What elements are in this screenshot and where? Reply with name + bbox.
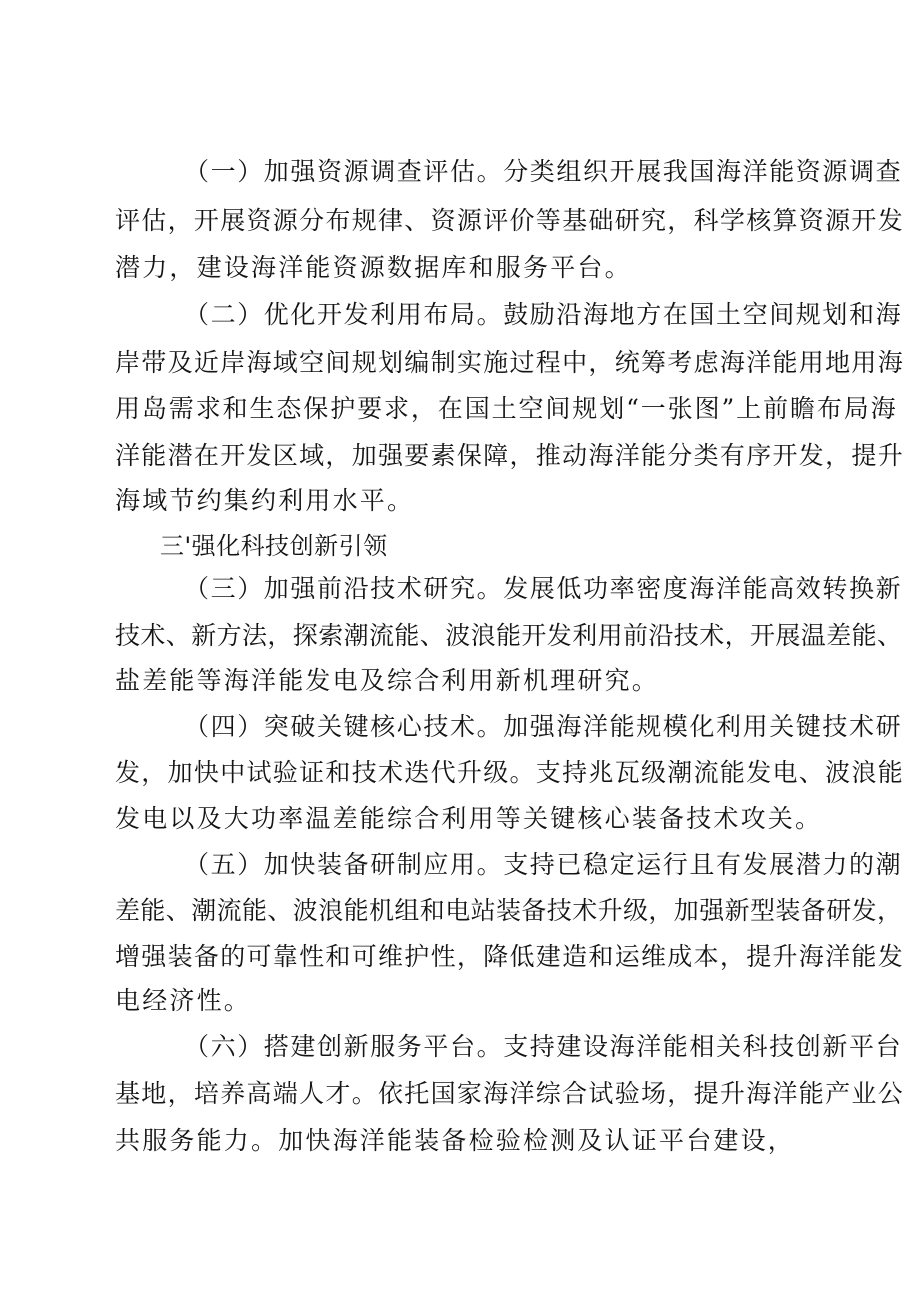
text-line: 洋能潜在开发区域，加强要素保障，推动海洋能分类有序开发，提升 <box>115 441 905 470</box>
text-line: （五）加快装备研制应用。支持已稳定运行且有发展潜力的潮 <box>184 850 903 879</box>
text-line: 发电以及大功率温差能综合利用等关键核心装备技术攻关。 <box>115 804 823 833</box>
text-line: 技术、新方法，探索潮流能、波浪能开发利用前沿技术，开展温差能、 <box>115 621 903 650</box>
text-line: 发，加快中试验证和技术迭代升级。支持兆瓦级潮流能发电、波浪能 <box>115 758 905 787</box>
text-line: （三）加强前沿技术研究。发展低功率密度海洋能高效转换新 <box>184 574 903 603</box>
text-line: 基地，培养高端人才。依托国家海洋综合试验场，提升海洋能产业公 <box>115 1079 905 1108</box>
text-line: （六）搭建创新服务平台。支持建设海洋能相关科技创新平台 <box>184 1032 903 1061</box>
text-line: （一）加强资源调查评估。分类组织开展我国海洋能资源调查 <box>184 157 903 186</box>
text-line: 共服务能力。加快海洋能装备检验检测及认证平台建设， <box>115 1126 796 1155</box>
text-line: （四）突破关键核心技术。加强海洋能规模化利用关键技术研 <box>184 712 903 741</box>
text-line: 差能、潮流能、波浪能机组和电站装备技术升级，加强新型装备研发， <box>115 896 903 925</box>
text-line: （二）优化开发利用布局。鼓励沿海地方在国土空间规划和海 <box>184 300 903 329</box>
text-line: 岸带及近岸海域空间规划编制实施过程中，统筹考虑海洋能用地用海 <box>115 348 905 377</box>
text-line: 评估，开展资源分布规律、资源评价等基础研究，科学核算资源开发 <box>115 206 905 235</box>
text-line: 海域节约集约利用水平。 <box>115 486 415 515</box>
text-line: 用岛需求和生态保护要求，在国土空间规划“一张图”上前瞻布局海 <box>115 394 898 423</box>
text-line: 潜力，建设海洋能资源数据库和服务平台。 <box>115 253 632 282</box>
text-line: 增强装备的可靠性和可维护性，降低建造和运维成本，提升海洋能发 <box>115 942 905 971</box>
section-heading: 三'强化科技创新引领 <box>160 532 388 560</box>
text-line: 盐差能等海洋能发电及综合利用新机理研究。 <box>115 666 660 695</box>
text-line: 电经济性。 <box>115 986 252 1015</box>
